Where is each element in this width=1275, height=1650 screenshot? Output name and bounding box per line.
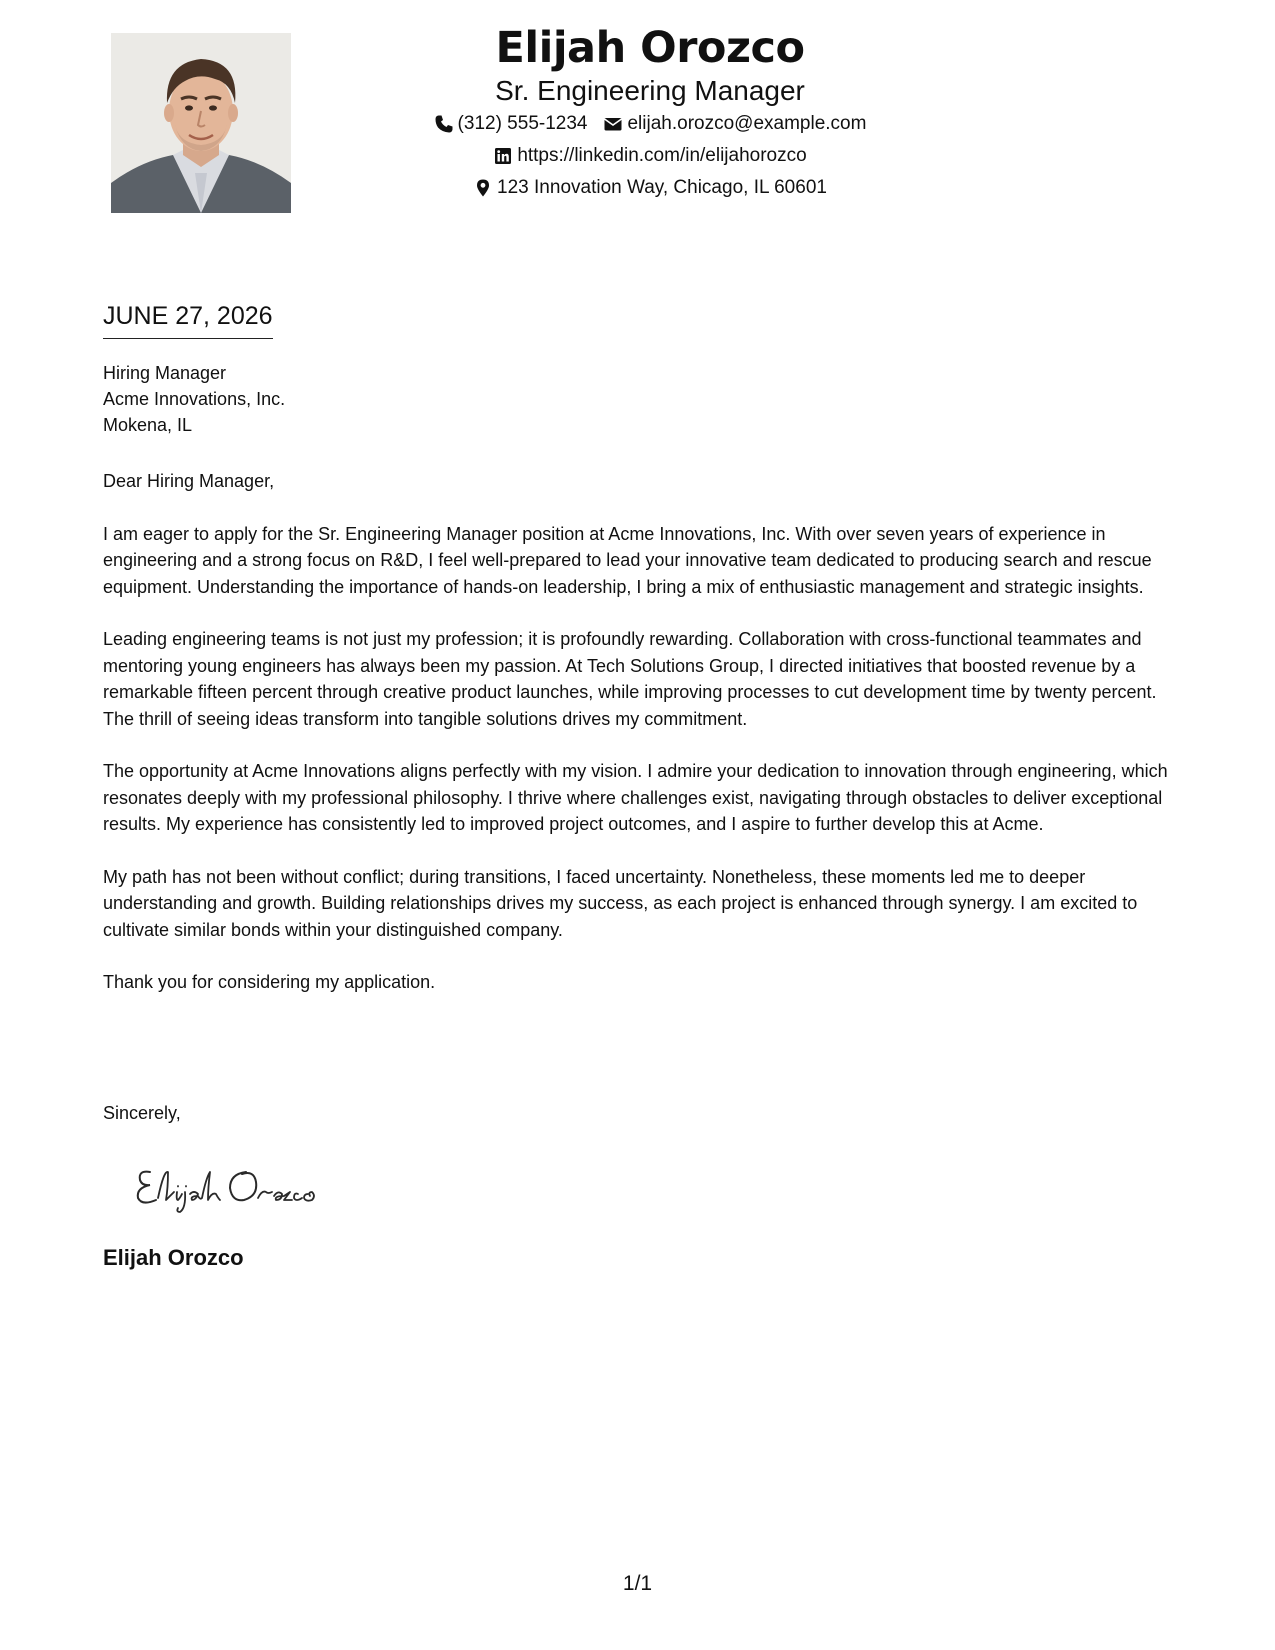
linkedin-icon bbox=[493, 146, 513, 166]
phone-icon bbox=[434, 114, 454, 134]
body-paragraph: Leading engineering teams is not just my profession; it is profoundly rewarding. Collaboration with cross-functional teammates and mentoring young engineers has always been my passion. At Tech Solutions Group, I directed initiatives that boosted revenue by a remarkable fifteen percent through creative product launches, while improving processes to cut development time by twenty percent. The thrill of seeing ideas transform into tangible solutions drives my commitment. bbox=[103, 629, 1157, 729]
handwritten-signature bbox=[128, 1158, 348, 1214]
envelope-icon bbox=[603, 114, 623, 134]
body-paragraph: The opportunity at Acme Innovations aligns perfectly with my vision. I admire your dedication to innovation through engineering, which resonates deeply with my professional philosophy. I thrive where challenges exist, navigating through obstacles to deliver exceptional results. My experience has consistently led to improved project outcomes, and I aspire to further develop this at Acme. bbox=[103, 761, 1168, 834]
linkedin-url[interactable]: https://linkedin.com/in/elijahorozco bbox=[517, 145, 807, 166]
contact-row-primary bbox=[340, 108, 960, 140]
contact-phone bbox=[434, 108, 588, 140]
phone-number[interactable]: (312) 555-1234 bbox=[457, 113, 588, 134]
contact-row-linkedin bbox=[340, 140, 960, 172]
map-pin-icon bbox=[473, 178, 493, 198]
portrait-illustration bbox=[111, 33, 291, 213]
contact-address bbox=[473, 172, 827, 204]
street-address: 123 Innovation Way, Chicago, IL 60601 bbox=[497, 177, 827, 198]
recipient-line: Hiring Manager bbox=[103, 363, 227, 383]
recipient-line: Acme Innovations, Inc. bbox=[103, 389, 286, 409]
email-address[interactable]: elijah.orozco@example.com bbox=[627, 113, 867, 134]
thanks-line: Thank you for considering my application. bbox=[103, 972, 436, 992]
page-number: 1/1 bbox=[622, 1572, 653, 1595]
contact-linkedin bbox=[493, 140, 806, 172]
signer-name: Elijah Orozco bbox=[103, 1245, 244, 1270]
contact-row-address bbox=[340, 172, 960, 204]
profile-photo bbox=[111, 33, 291, 213]
recipient-block bbox=[103, 360, 285, 438]
body-paragraph: My path has not been without conflict; during transitions, I faced uncertainty. Nonetheless, these moments led me to deeper understanding and growth. Building relationships drives my success, as each project is enhanced through synergy. I am excited to cultivate similar bonds within your distinguished company. bbox=[103, 866, 1138, 940]
applicant-title: Sr. Engineering Manager bbox=[495, 75, 805, 106]
valediction: Sincerely, bbox=[103, 1103, 181, 1123]
contact-email bbox=[603, 108, 866, 140]
letter-date: JUNE 27, 2026 bbox=[103, 298, 273, 339]
body-paragraph: I am eager to apply for the Sr. Engineering Manager position at Acme Innovations, Inc. With over seven years of experience in engineering and a strong focus on R&D, I feel well-prepared to lead your innovative team dedicated to producing search and rescue equipment. Understanding the importance of hands-on leadership, I bring a mix of enthusiastic management and strategic insights. bbox=[103, 523, 1152, 597]
applicant-name: Elijah Orozco bbox=[495, 23, 805, 73]
letterhead bbox=[340, 22, 960, 204]
recipient-line: Mokena, IL bbox=[103, 415, 193, 435]
salutation: Dear Hiring Manager, bbox=[103, 471, 275, 491]
letter-body bbox=[103, 468, 1173, 1022]
